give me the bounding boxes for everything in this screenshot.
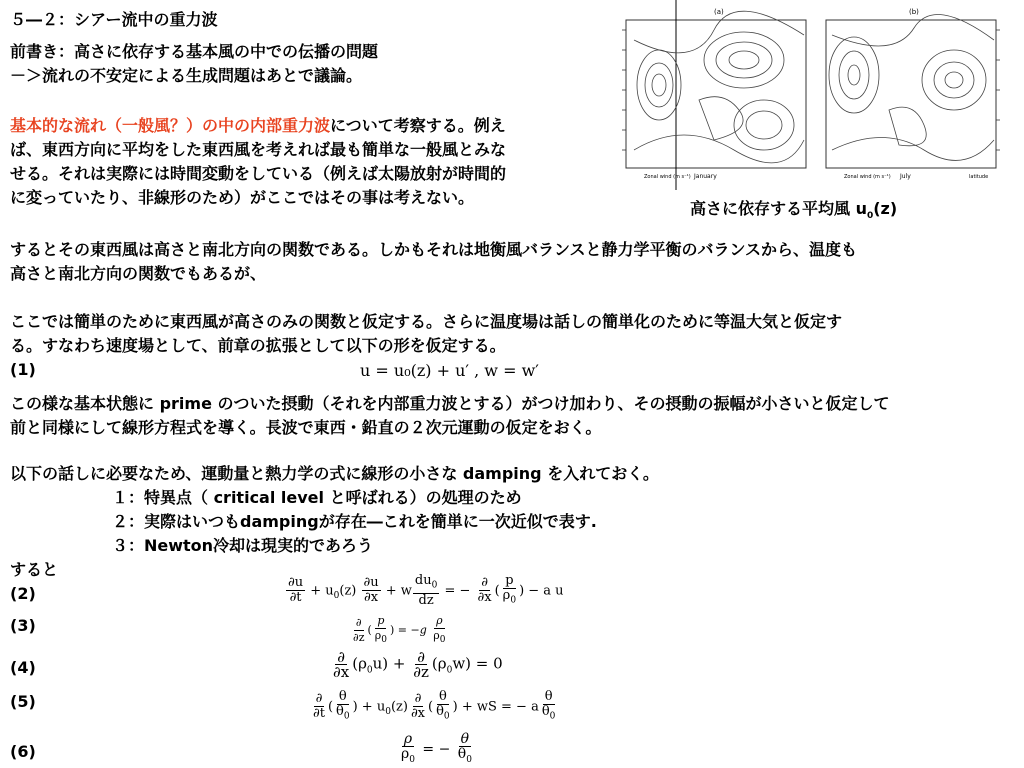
eq6-label: (6) (10, 742, 36, 761)
slide-title: ５―２：シアー流中の重力波 (10, 10, 218, 29)
para3-line-1: ここでは簡単のために東西風が高さのみの関数と仮定する。さらに温度場は話しの簡単化のために等温大気と仮定す (10, 312, 843, 331)
intro-line-1: 前書き：高さに依存する基本風の中での伝播の問題 (10, 42, 379, 61)
list-item-1: １：特異点（ critical level と呼ばれる）の処理のため (112, 488, 522, 507)
para4-line-2: 前と同様にして線形方程式を導く。長波で東西・鉛直の２次元運動の仮定をおく。 (10, 418, 602, 437)
para1-line-4: に変っていたり、非線形のため）がここではその事は考えない。 (10, 188, 475, 207)
equation-4: $\frac{\partial}{\partial x}$ $(\rho_0u)$ + $\frac{\partial}{\partial z}$ $(\rho_0w) = 0$ (333, 648, 503, 681)
equation-6: $\frac{\rho}{\rho_0}$ = − $\frac{\theta}{\theta_0}$ (401, 731, 472, 765)
list-item-3: ３：Newton冷却は現実的であろう (112, 536, 374, 555)
panel-a-label: (a) (714, 8, 724, 16)
panel-a-month: January (694, 173, 717, 180)
para2-line-2: 高さと南北方向の関数でもあるが、 (10, 264, 267, 283)
para4-line-1: この様な基本状態に prime のついた摂動（それを内部重力波とする）がつけ加わり、その摂動の振幅が小さいと仮定して (10, 394, 890, 413)
caption-sub: 0 (866, 211, 874, 222)
intro-line-2: －＞流れの不安定による生成問題はあとで議論。 (10, 66, 363, 85)
eq3-label: (3) (10, 616, 36, 635)
equation-3: $\frac{\partial}{\partial z}$ ( $\frac{p}{\rho_0}$ ) = −g $\frac{\rho}{\rho_0}$ (353, 614, 446, 646)
equation-2: $\frac{\partial u}{\partial t}$ + $u_0(z)$ $\frac{\partial u}{\partial x}$ + w $\frac{du_0}{dz}$ = − $\frac{\partial}{\partial x}$ ( $\frac{p}{\rho_0}$ ) − a u (288, 573, 564, 608)
para1-rest: について考察する。例え (330, 116, 506, 135)
para2-line-1: するとその東西風は高さと南北方向の関数である。しかもそれは地衡風バランスと静力学平衡のバランスから、温度も (10, 240, 858, 259)
equation-5: $\frac{\partial}{\partial t}$ ( $\frac{\theta}{\theta_0}$ ) + $u_0(z)$ $\frac{\partial}{\partial x}$ ( $\frac{\theta}{\theta_0}$ ) + wS = − a $\frac{\theta}{\theta_0}$ (313, 689, 556, 722)
equation-1: u = u₀(z) + u′ , w = w′ (360, 361, 539, 380)
figure-caption (690, 196, 897, 221)
caption-end: (z) (873, 199, 898, 218)
eq2-label: (2) (10, 584, 36, 603)
para1-line-1 (10, 114, 506, 138)
zonal-wind-figure (604, 0, 1024, 190)
para3-line-2: る。すなわち速度場として、前章の拡張として以下の形を仮定する。 (10, 336, 506, 355)
contour-plot-image (604, 0, 1024, 190)
para1-line-3: せる。それは実際には時間変動をしている（例えば太陽放射が時間的 (10, 164, 507, 183)
caption-text: 高さに依存する平均風 u (690, 199, 867, 218)
xlabel-right: Zonal wind (m s⁻¹) (844, 174, 891, 180)
suruto-text: すると (10, 560, 59, 579)
para1-line-2: ば、東西方向に平均をした東西風を考えれば最も簡単な一般風とみな (10, 140, 507, 159)
eq1-label: (1) (10, 360, 36, 379)
para1-highlight: 基本的な流れ（一般風？）の中の内部重力波 (10, 116, 331, 135)
xlabel-left: Zonal wind (m s⁻¹) (644, 174, 691, 180)
eq4-label: (4) (10, 658, 36, 677)
latitude-label: latitude (969, 174, 989, 180)
panel-b-label: (b) (909, 8, 919, 16)
panel-b-month: July (900, 173, 911, 180)
para5-line-1: 以下の話しに必要なため、運動量と熱力学の式に線形の小さな damping を入れておく。 (10, 464, 659, 483)
eq5-label: (5) (10, 692, 36, 711)
list-item-2: ２：実際はいつもdampingが存在―これを簡単に一次近似で表す. (112, 512, 597, 531)
